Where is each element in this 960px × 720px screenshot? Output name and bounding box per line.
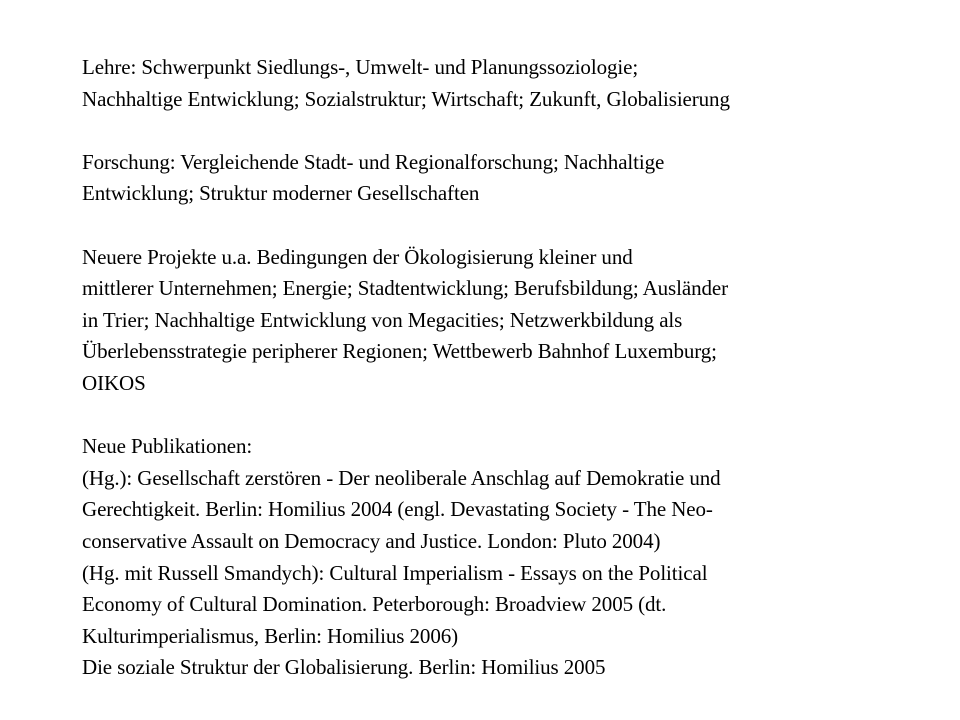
projekte-line-4: Überlebensstrategie peripherer Regionen; Wettbewerb Bahnhof Luxemburg; [82, 339, 717, 364]
lehre-line-2: Nachhaltige Entwicklung; Sozialstruktur; Wirtschaft; Zukunft, Globalisierung [82, 86, 730, 111]
projekte-line-5: OIKOS [82, 370, 146, 395]
publikationen-line-4: conservative Assault on Democracy and Justice. London: Pluto 2004) [82, 528, 661, 553]
paragraph-gap [82, 115, 942, 147]
publikationen-heading: Neue Publikationen: [82, 434, 253, 459]
document-page [82, 52, 942, 684]
forschung-line-1: Forschung: Vergleichende Stadt- und Regionalforschung; Nachhaltige [82, 149, 665, 174]
paragraph-gap [82, 210, 942, 242]
projekte-line-2: mittlerer Unternehmen; Energie; Stadtentwicklung; Berufsbildung; Ausländer [82, 276, 728, 301]
publikationen-line-8: Die soziale Struktur der Globalisierung. Berlin: Homilius 2005 [82, 655, 606, 680]
projekte-line-1: Neuere Projekte u.a. Bedingungen der Ökologisierung kleiner und [82, 244, 633, 269]
lehre-line-1: Lehre: Schwerpunkt Siedlungs-, Umwelt- und Planungssoziologie; [82, 55, 639, 79]
publikationen-paragraph [82, 431, 942, 684]
publikationen-line-5: (Hg. mit Russell Smandych): Cultural Imperialism - Essays on the Political [82, 560, 708, 585]
publikationen-line-3: Gerechtigkeit. Berlin: Homilius 2004 (engl. Devastating Society - The Neo- [82, 497, 713, 522]
publikationen-line-2: (Hg.): Gesellschaft zerstören - Der neoliberale Anschlag auf Demokratie und [82, 465, 721, 490]
forschung-line-2: Entwicklung; Struktur moderner Gesellschaften [82, 181, 480, 206]
forschung-paragraph [82, 147, 942, 210]
paragraph-gap [82, 400, 942, 432]
projekte-paragraph [82, 242, 942, 400]
lehre-paragraph [82, 52, 942, 115]
publikationen-line-6: Economy of Cultural Domination. Peterborough: Broadview 2005 (dt. [82, 592, 667, 617]
publikationen-line-7: Kulturimperialismus, Berlin: Homilius 2006) [82, 623, 459, 648]
projekte-line-3: in Trier; Nachhaltige Entwicklung von Megacities; Netzwerkbildung als [82, 307, 683, 332]
